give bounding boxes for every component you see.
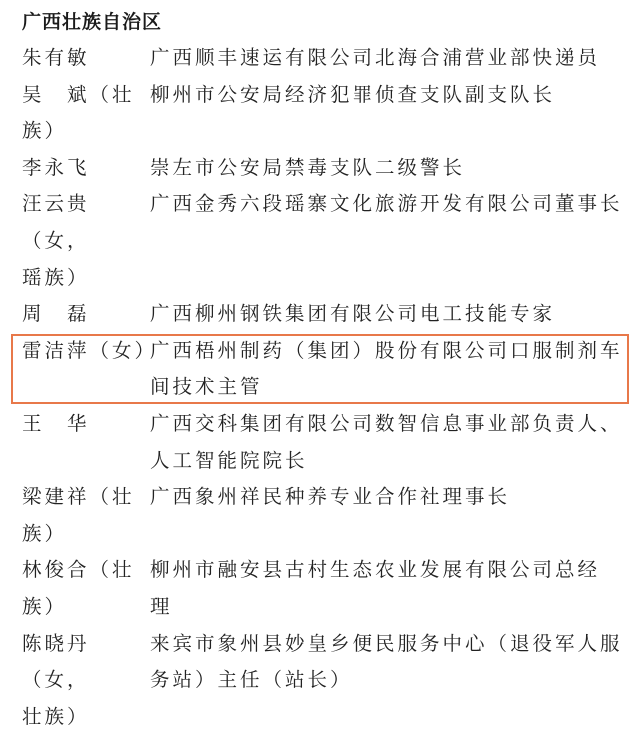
title-line: 广西顺丰速运有限公司北海合浦营业部快递员 xyxy=(150,40,626,77)
list-item-highlighted xyxy=(22,333,626,406)
title-line: 广西柳州钢铁集团有限公司电工技能专家 xyxy=(150,296,626,333)
name-line: 李永飞 xyxy=(22,150,150,187)
honoree-title xyxy=(150,626,626,699)
title-line: 柳州市公安局经济犯罪侦查支队副支队长 xyxy=(150,77,626,114)
name-line: 族） xyxy=(22,589,150,626)
honoree-name xyxy=(22,150,150,187)
honoree-name xyxy=(22,333,150,370)
honoree-title xyxy=(150,186,626,223)
honoree-title xyxy=(150,406,626,479)
list-item xyxy=(22,186,626,296)
name-line: 族） xyxy=(22,113,150,150)
name-line: 雷洁萍（女） xyxy=(22,333,150,370)
honoree-name xyxy=(22,40,150,77)
title-line: 来宾市象州县妙皇乡便民服务中心（退役军人服 xyxy=(150,626,626,663)
honoree-title xyxy=(150,296,626,333)
title-line: 柳州市融安县古村生态农业发展有限公司总经 xyxy=(150,552,626,589)
list-item xyxy=(22,626,626,735)
honoree-title xyxy=(150,479,626,516)
honoree-title xyxy=(150,77,626,114)
list-item xyxy=(22,40,626,77)
name-line: 壮族） xyxy=(22,699,150,735)
honoree-name xyxy=(22,479,150,552)
honoree-title xyxy=(150,40,626,77)
name-line: 梁建祥（壮 xyxy=(22,479,150,516)
name-line: 汪云贵（女， xyxy=(22,186,150,259)
name-line: 陈晓丹（女， xyxy=(22,626,150,699)
honoree-name xyxy=(22,552,150,625)
honoree-name xyxy=(22,626,150,735)
title-line: 广西交科集团有限公司数智信息事业部负责人、 xyxy=(150,406,626,443)
name-line: 朱有敏 xyxy=(22,40,150,77)
section-heading: 广西壮族自治区 xyxy=(22,10,162,34)
title-line: 理 xyxy=(150,589,626,626)
honoree-title xyxy=(150,150,626,187)
name-line: 族） xyxy=(22,516,150,553)
name-line: 吴 斌（壮 xyxy=(22,77,150,114)
list-item xyxy=(22,406,626,479)
list-item xyxy=(22,150,626,187)
title-line: 人工智能院院长 xyxy=(150,443,626,480)
title-line: 广西金秀六段瑶寨文化旅游开发有限公司董事长 xyxy=(150,186,626,223)
name-line: 瑶族） xyxy=(22,260,150,297)
name-line: 王 华 xyxy=(22,406,150,443)
honoree-title xyxy=(150,552,626,625)
list-item xyxy=(22,296,626,333)
honoree-name xyxy=(22,406,150,443)
title-line: 广西象州祥民种养专业合作社理事长 xyxy=(150,479,626,516)
title-line: 崇左市公安局禁毒支队二级警长 xyxy=(150,150,626,187)
name-line: 林俊合（壮 xyxy=(22,552,150,589)
honoree-name xyxy=(22,186,150,296)
title-line: 广西梧州制药（集团）股份有限公司口服制剂车 xyxy=(150,333,626,370)
honoree-name xyxy=(22,77,150,150)
title-line: 务站）主任（站长） xyxy=(150,662,626,699)
honoree-title xyxy=(150,333,626,406)
list-item xyxy=(22,77,626,150)
list-item xyxy=(22,552,626,625)
list-item xyxy=(22,479,626,552)
honoree-list xyxy=(22,40,626,735)
name-line: 周 磊 xyxy=(22,296,150,333)
honoree-name xyxy=(22,296,150,333)
title-line: 间技术主管 xyxy=(150,369,626,406)
